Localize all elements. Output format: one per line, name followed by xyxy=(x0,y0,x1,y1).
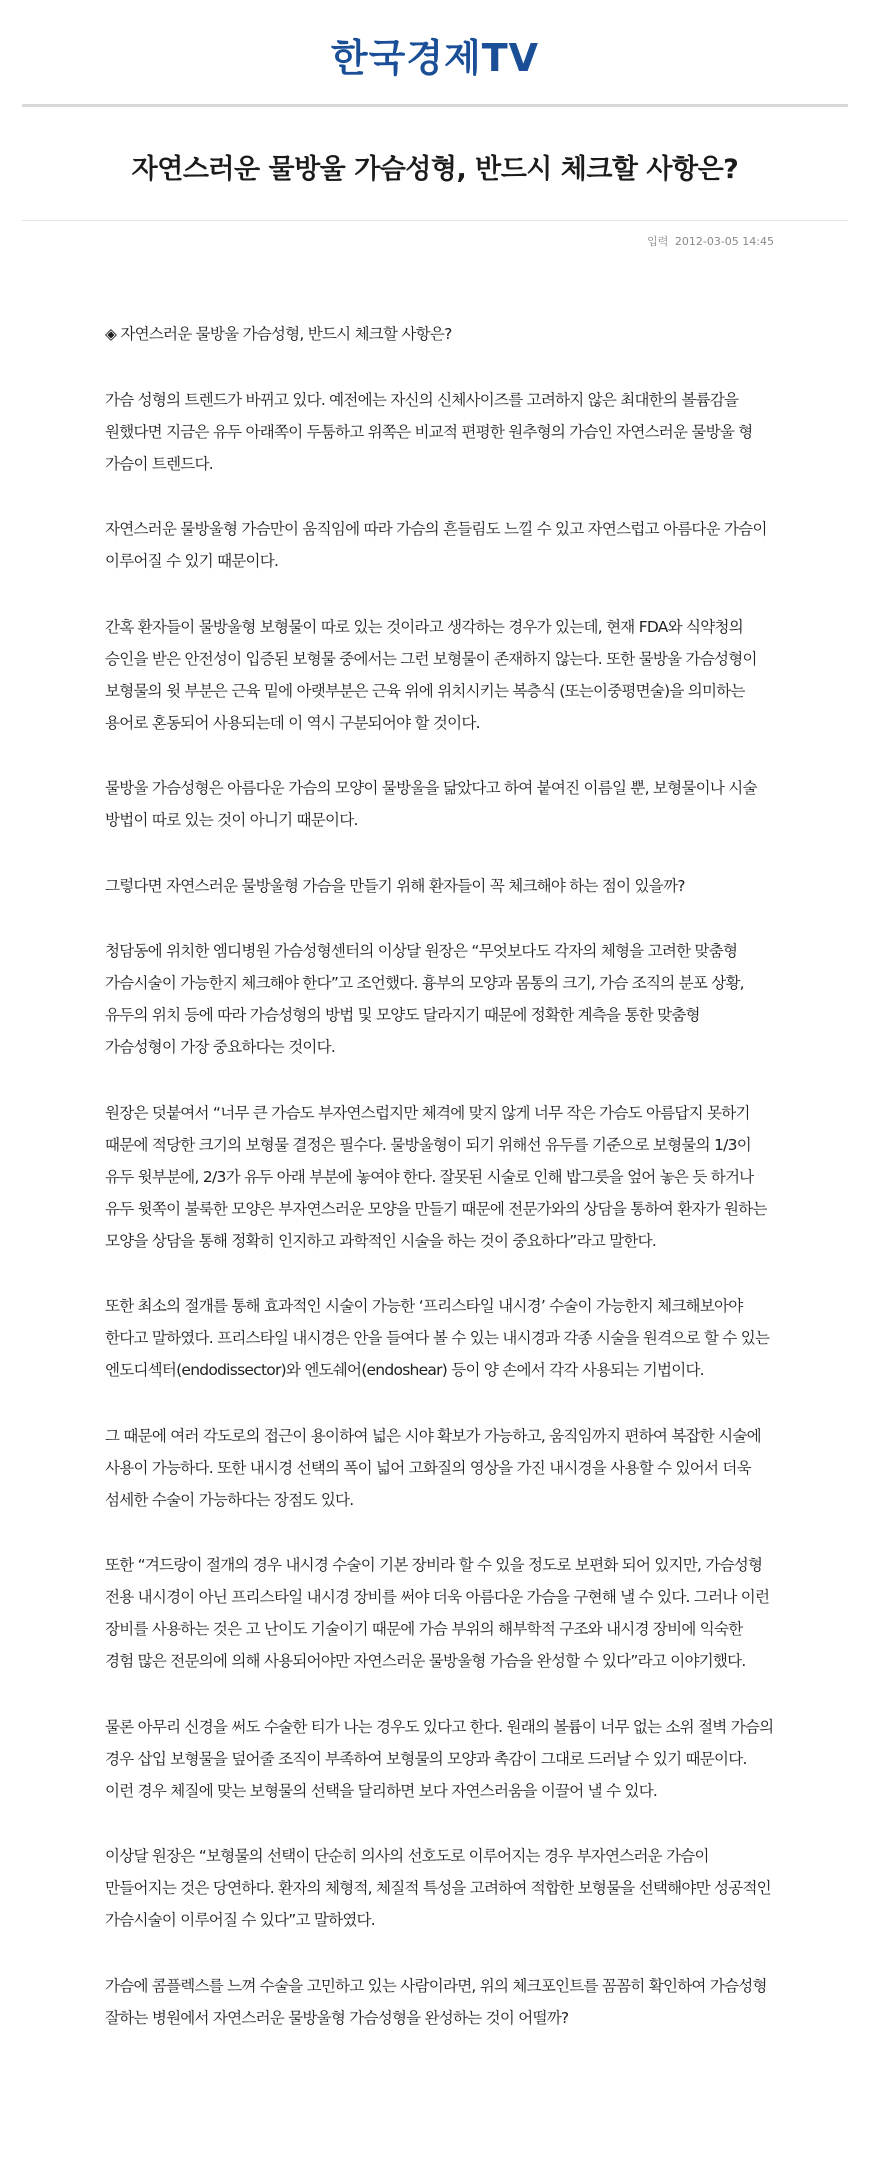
paragraph: 그 때문에 여러 각도로의 접근이 용이하여 넓은 시야 확보가 가능하고, 움직임까지 편하여 복잡한 시술에 사용이 가능하다. 또한 내시경 선택의 폭이 넓어 고화질의 영상을 가진 내시경을 사용할 수 있어서 더욱 섬세한 수술이 가능하다는 장점도 있다. xyxy=(105,1426,761,1509)
article-headline: 자연스러운 물방울 가슴성형, 반드시 체크할 사항은? xyxy=(131,154,739,185)
article-meta xyxy=(0,221,774,249)
paragraph: 간혹 환자들이 물방울형 보형물이 따로 있는 것이라고 생각하는 경우가 있는데, 현재 FDA와 식약청의 승인을 받은 안전성이 입증된 보형물 중에서는 그런 보형물이 존재하지 않는다. 또한 물방울 가슴성형이 보형물의 윗 부분은 근육 밑에 아랫부분은 근육 위에 위치시키는 복층식 (또는이중평면술)을 의미하는 용어로 혼동되어 사용되는데 이 역시 구분되어야 할 것이다. xyxy=(105,617,757,732)
paragraph: 이상달 원장은 “보형물의 선택이 단순히 의사의 선호도로 이루어지는 경우 부자연스러운 가슴이 만들어지는 것은 당연하다. 환자의 체형적, 체질적 특성을 고려하여 적합한 보형물을 선택해야만 성공적인 가슴시술이 이루어질 수 있다”고 말하였다. xyxy=(105,1847,771,1929)
paragraph: 가슴에 콤플렉스를 느껴 수술을 고민하고 있는 사람이라면, 위의 체크포인트를 꼼꼼히 확인하여 가슴성형 잘하는 병원에서 자연스러운 물방울형 가슴성형을 완성하는 것이 어떨까? xyxy=(105,1976,767,2027)
article-body xyxy=(0,249,870,2034)
headline-section xyxy=(22,107,848,221)
paragraph: 또한 “겨드랑이 절개의 경우 내시경 수술이 기본 장비라 할 수 있을 정도로 보편화 되어 있지만, 가슴성형 전용 내시경이 아닌 프리스타일 내시경 장비를 써야 더욱 아름다운 가슴을 구현해 낼 수 있다. 그러나 이런 장비를 사용하는 것은 고 난이도 기술이기 때문에 가슴 부위의 해부학적 구조와 내시경 장비에 익숙한 경험 많은 전문의에 의해 사용되어야만 자연스러운 물방울형 가슴을 완성할 수 있다”라고 이야기했다. xyxy=(105,1556,770,1670)
paragraph: 물방울 가슴성형은 아름다운 가슴의 모양이 물방울을 닮았다고 하여 붙여진 이름일 뿐, 보형물이나 시술 방법이 따로 있는 것이 아니기 때문이다. xyxy=(105,779,757,829)
article-subtitle: ◈ 자연스러운 물방울 가슴성형, 반드시 체크할 사항은? xyxy=(105,325,452,343)
paragraph: 물론 아무리 신경을 써도 수술한 티가 나는 경우도 있다고 한다. 원래의 볼륨이 너무 없는 소위 절벽 가슴의 경우 삽입 보형물을 덮어줄 조직이 부족하여 보형물의 모양과 촉감이 그대로 드러날 수 있기 때문이다. 이런 경우 체질에 맞는 보형물의 선택을 달리하면 보다 자연스러움을 이끌어 낼 수 있다. xyxy=(105,1717,774,1800)
masthead xyxy=(22,0,848,107)
paragraph: 또한 최소의 절개를 통해 효과적인 시술이 가능한 ‘프리스타일 내시경’ 수술이 가능한지 체크해보아야 한다고 말하였다. 프리스타일 내시경은 안을 들여다 볼 수 있는 내시경과 각종 시술을 원격으로 할 수 있는 엔도디섹터(endodissector)와 엔도쉐어(endoshear) 등이 양 손에서 각각 사용되는 기법이다. xyxy=(105,1297,770,1379)
published-label: 입력 xyxy=(647,235,669,248)
site-logo[interactable]: 한국경제TV xyxy=(330,35,540,80)
paragraph: 청담동에 위치한 엠디병원 가슴성형센터의 이상달 원장은 “무엇보다도 각자의 체형을 고려한 맞춤형 가슴시술이 가능한지 체크해야 한다”고 조언했다. 흉부의 모양과 몸통의 크기, 가슴 조직의 분포 상황, 유두의 위치 등에 따라 가슴성형의 방법 및 모양도 달라지기 때문에 정확한 계측을 통한 맞춤형 가슴성형이 가장 중요하다는 것이다. xyxy=(105,942,744,1056)
paragraph: 가슴 성형의 트렌드가 바뀌고 있다. 예전에는 자신의 신체사이즈를 고려하지 않은 최대한의 볼륨감을 원했다면 지금은 유두 아래쪽이 두툼하고 위쪽은 비교적 편평한 원추형의 가슴인 자연스러운 물방울 형 가슴이 트렌드다. xyxy=(105,390,753,473)
paragraph: 그렇다면 자연스러운 물방울형 가슴을 만들기 위해 환자들이 꼭 체크해야 하는 점이 있을까? xyxy=(105,876,685,895)
paragraph: 원장은 덧붙여서 “너무 큰 가슴도 부자연스럽지만 체격에 맞지 않게 너무 작은 가슴도 아름답지 못하기 때문에 적당한 크기의 보형물 결정은 필수다. 물방울형이 되기 위해선 유두를 기준으로 보형물의 1/3이 유두 윗부분에, 2/3가 유두 아래 부분에 놓여야 한다. 잘못된 시술로 인해 밥그릇을 엎어 놓은 듯 하거나 유두 윗쪽이 불룩한 모양은 부자연스러운 모양을 만들기 때문에 전문가와의 상담을 통하여 환자가 원하는 모양을 상담을 통해 정확히 인지하고 과학적인 시술을 하는 것이 중요하다”라고 말한다. xyxy=(105,1103,767,1250)
published-datetime: 2012-03-05 14:45 xyxy=(674,235,774,248)
paragraph: 자연스러운 물방울형 가슴만이 움직임에 따라 가슴의 흔들림도 느낄 수 있고 자연스럽고 아름다운 가슴이 이루어질 수 있기 때문이다. xyxy=(105,520,767,570)
